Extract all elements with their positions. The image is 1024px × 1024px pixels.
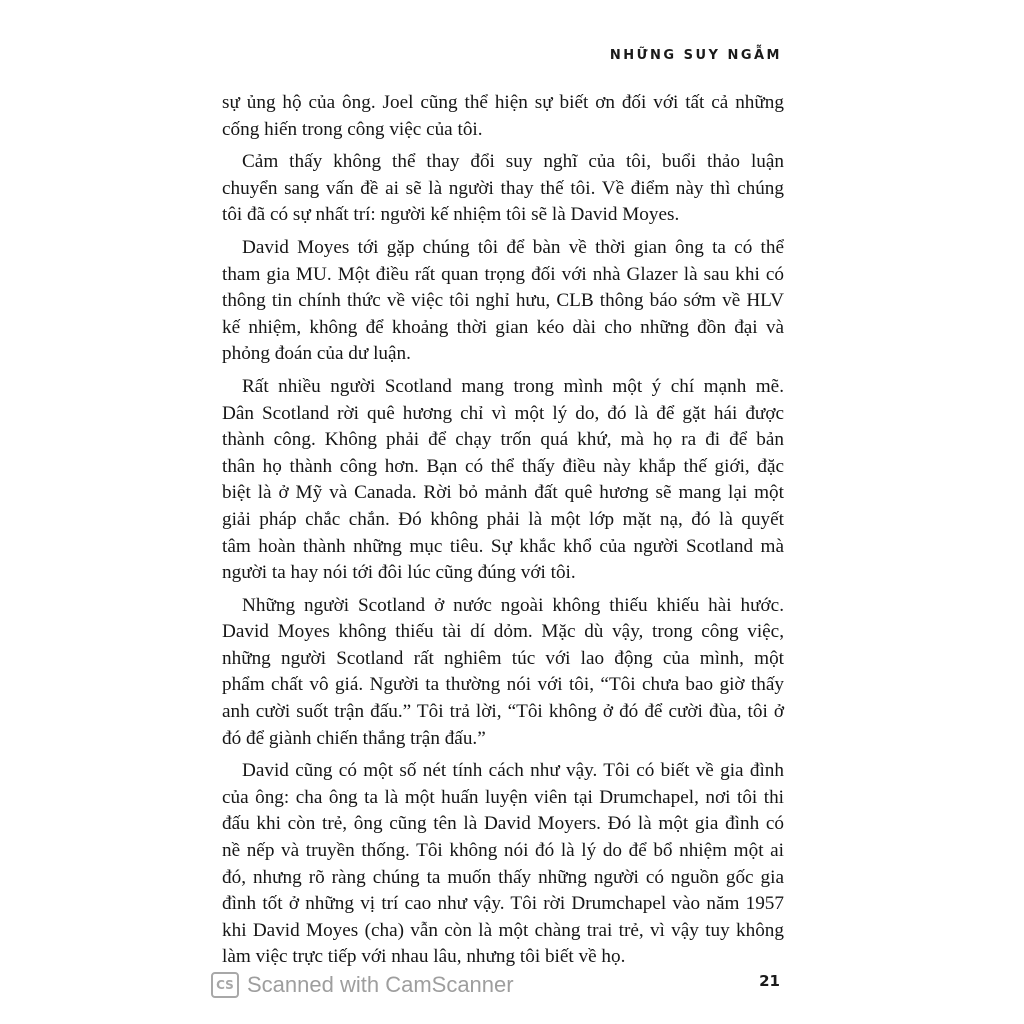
text-line: nề nếp và truyền thống. Tôi không nói đó là lý do để bổ nhiệm một ai	[222, 840, 784, 862]
text-line: tham gia MU. Một điều rất quan trọng đối với nhà Glazer là sau khi có	[222, 263, 784, 285]
paragraph	[222, 235, 784, 368]
text-line: Dân Scotland rời quê hương chỉ vì một lý do, đó là để gặt hái được	[222, 402, 784, 424]
text-line: khi David Moyes (cha) vẫn còn là một chàng trai trẻ, vì vậy tuy không	[222, 919, 784, 941]
text-line: David Moyes tới gặp chúng tôi để bàn về thời gian ông ta có thể	[242, 236, 784, 258]
paragraph	[222, 593, 784, 753]
text-line: Cảm thấy không thể thay đổi suy nghĩ của tôi, buổi thảo luận	[242, 151, 784, 173]
camscanner-logo-icon: CS	[211, 972, 239, 998]
text-line: David cũng có một số nét tính cách như vậy. Tôi có biết về gia đình	[242, 760, 784, 782]
paragraph	[222, 149, 784, 229]
text-line: David Moyes không thiếu tài dí dỏm. Mặc dù vậy, trong công việc,	[222, 621, 784, 643]
text-line: tâm hoàn thành những mục tiêu. Sự khắc khổ của người Scotland mà	[222, 535, 784, 557]
paragraph	[222, 758, 784, 971]
text-line: đấu khi còn trẻ, ông cũng tên là David Moyers. Đó là một gia đình có	[222, 813, 784, 835]
text-line: người ta hay nói tới đôi lúc cũng đúng với tôi.	[222, 562, 576, 584]
running-header: NHỮNG SUY NGẪM	[609, 48, 782, 63]
text-line: tôi đã có sự nhất trí: người kế nhiệm tôi sẽ là David Moyes.	[222, 204, 680, 226]
text-line: những người Scotland rất nghiêm túc với lao động của mình, một	[222, 647, 784, 669]
text-line: phẩm chất vô giá. Người ta thường nói với tôi, “Tôi chưa bao giờ thấy	[222, 674, 784, 696]
text-line: Những người Scotland ở nước ngoài không thiếu khiếu hài hước.	[242, 594, 784, 616]
text-line: đó, nhưng rõ ràng chúng ta muốn thấy những người có nguồn gốc gia	[222, 866, 784, 888]
text-line: sự ủng hộ của ông. Joel cũng thể hiện sự biết ơn đối với tất cả những	[222, 92, 784, 113]
body-text	[222, 90, 784, 971]
text-line: phỏng đoán của dư luận.	[222, 343, 411, 365]
text-line: cống hiến trong công việc của tôi.	[222, 118, 483, 140]
paragraph	[222, 90, 784, 143]
text-line: của ông: cha ông ta là một huấn luyện viên tại Drumchapel, nơi tôi thi	[222, 786, 784, 808]
text-line: thành công. Không phải để chạy trốn quá khứ, mà họ ra đi để bản	[222, 429, 784, 451]
text-line: đó để giành chiến thắng trận đấu.”	[222, 727, 486, 749]
text-line: làm việc trực tiếp với nhau lâu, nhưng tôi biết về họ.	[222, 946, 626, 968]
page-number: 21	[759, 972, 780, 990]
text-line: thân họ thành công hơn. Bạn có thể thấy điều này khắp thế giới, đặc	[222, 455, 784, 477]
text-line: anh cười suốt trận đấu.” Tôi trả lời, “Tôi không ở đó để cười đùa, tôi ở	[222, 701, 784, 723]
text-line: thông tin chính thức về việc tôi nghỉ hưu, CLB thông báo sớm về HLV	[222, 290, 784, 312]
camscanner-watermark	[211, 972, 514, 998]
text-line: Rất nhiều người Scotland mang trong mình một ý chí mạnh mẽ.	[242, 375, 784, 397]
watermark-text: Scanned with CamScanner	[247, 972, 514, 997]
text-line: biệt là ở Mỹ và Canada. Rời bỏ mảnh đất quê hương sẽ mang lại một	[222, 482, 784, 504]
text-line: kế nhiệm, không để khoảng thời gian kéo dài cho những đồn đại và	[222, 316, 784, 338]
text-line: giải pháp chắc chắn. Đó không phải là một lớp mặt nạ, đó là quyết	[222, 508, 784, 530]
text-line: đình tốt ở những vị trí cao như vậy. Tôi rời Drumchapel vào năm 1957	[222, 893, 784, 915]
paragraph	[222, 374, 784, 587]
text-line: chuyển sang vấn đề ai sẽ là người thay thế tôi. Về điểm này thì chúng	[222, 177, 784, 199]
